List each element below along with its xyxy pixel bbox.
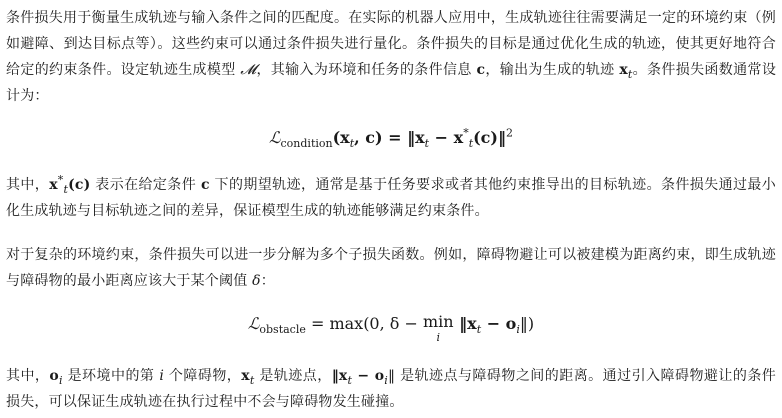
text: ，其输入为环境和任务的条件信息	[256, 62, 477, 78]
equation-condition-loss	[0, 126, 782, 151]
math-term: (c)	[68, 177, 91, 193]
math-subscript: t	[63, 182, 69, 196]
math-subscript: t	[468, 137, 474, 151]
math-subscript: t	[627, 67, 633, 81]
math-superscript: 2	[506, 126, 513, 140]
text: ，输出为生成的轨迹	[485, 62, 620, 78]
math-term: (c)‖	[473, 128, 506, 147]
text: 是轨迹点，	[254, 368, 332, 384]
math-subscript: t	[349, 137, 355, 151]
math-condition-symbol: c	[476, 62, 486, 78]
math-term: ‖x	[453, 314, 477, 333]
text: 个障碍物，	[164, 368, 242, 384]
math-term: − x	[429, 128, 464, 147]
math-subscript: i	[436, 331, 441, 344]
math-subscript: t	[476, 323, 482, 337]
math-subscript: i	[58, 373, 63, 387]
math-subscript: condition	[280, 137, 333, 151]
paragraph-intro	[6, 5, 776, 109]
math-term: ‖)	[519, 314, 535, 333]
paragraph-expected-trajectory	[6, 172, 776, 224]
math-term: − o	[352, 368, 385, 384]
text: 。条件损失函数通常设计为：	[6, 62, 777, 104]
math-subscript: i	[516, 323, 520, 337]
math-subscript: obstacle	[259, 323, 306, 337]
equation-obstacle-loss	[0, 314, 782, 346]
math-term: , c) = ‖x	[354, 128, 425, 147]
math-trajectory-symbol: x	[241, 368, 250, 384]
math-condition-symbol: c	[200, 177, 210, 193]
text: 对于复杂的环境约束，条件损失可以进一步分解为多个子损失函数。例如，障碍物避让可以被建模为距离约束，即生成轨迹与障碍物的最小距离应该大于某个阈值	[6, 247, 776, 289]
math-superscript: *	[463, 126, 469, 140]
math-subscript: t	[424, 137, 430, 151]
math-subscript: t	[249, 373, 255, 387]
math-subscript: t	[347, 373, 353, 387]
math-min-operator	[423, 314, 454, 346]
math-term: ‖x	[331, 368, 348, 384]
text: 是环境中的第	[62, 368, 160, 384]
math-term: = max(0, δ −	[305, 314, 423, 333]
paragraph-obstacle-explain	[6, 363, 776, 415]
math-trajectory-symbol: x	[619, 62, 628, 78]
text: 表示在给定条件	[90, 177, 201, 193]
text: 其中，	[6, 368, 50, 384]
math-model-symbol: 𝓜	[240, 62, 257, 78]
text: 下的期望轨迹，通常是基于任务要求或者其他约束推导出的目标轨迹。条件损失通过最小化生成轨迹与目标轨迹之间的差异，保证模型生成的轨迹能够满足约束条件。	[6, 177, 776, 219]
math-subscript: i	[384, 373, 388, 387]
text: 其中，	[6, 177, 50, 193]
math-threshold-symbol: δ	[252, 273, 261, 289]
math-loss-symbol: ℒ	[247, 314, 260, 333]
text: 是轨迹点与障碍物之间的距离。通过引入障碍物避让的条件损失，可以保证生成轨迹在执行过程中不会与障碍物发生碰撞。	[6, 368, 776, 410]
paragraph-obstacle-intro	[6, 242, 776, 294]
math-term: − o	[481, 314, 517, 333]
math-obstacle-symbol: o	[49, 368, 59, 384]
text: ：	[260, 273, 275, 289]
math-index-symbol: i	[159, 368, 165, 384]
math-superscript: *	[57, 173, 64, 187]
math-operator: min	[423, 312, 454, 331]
math-term: ‖	[387, 368, 396, 384]
text: 条件损失用于衡量生成轨迹与输入条件之间的匹配度。在实际的机器人应用中，生成轨迹往往需要满足一定的环境约束（例如避障、到达目标点等）。这些约束可以通过条件损失进行量化。条件损失的目标是通过优化生成的轨迹，使其更好地符合给定的约束条件。设定轨迹生成模型	[6, 10, 776, 78]
math-trajectory-symbol: x	[49, 177, 58, 193]
math-loss-symbol: ℒ	[268, 128, 281, 147]
math-term: (x	[332, 128, 350, 147]
